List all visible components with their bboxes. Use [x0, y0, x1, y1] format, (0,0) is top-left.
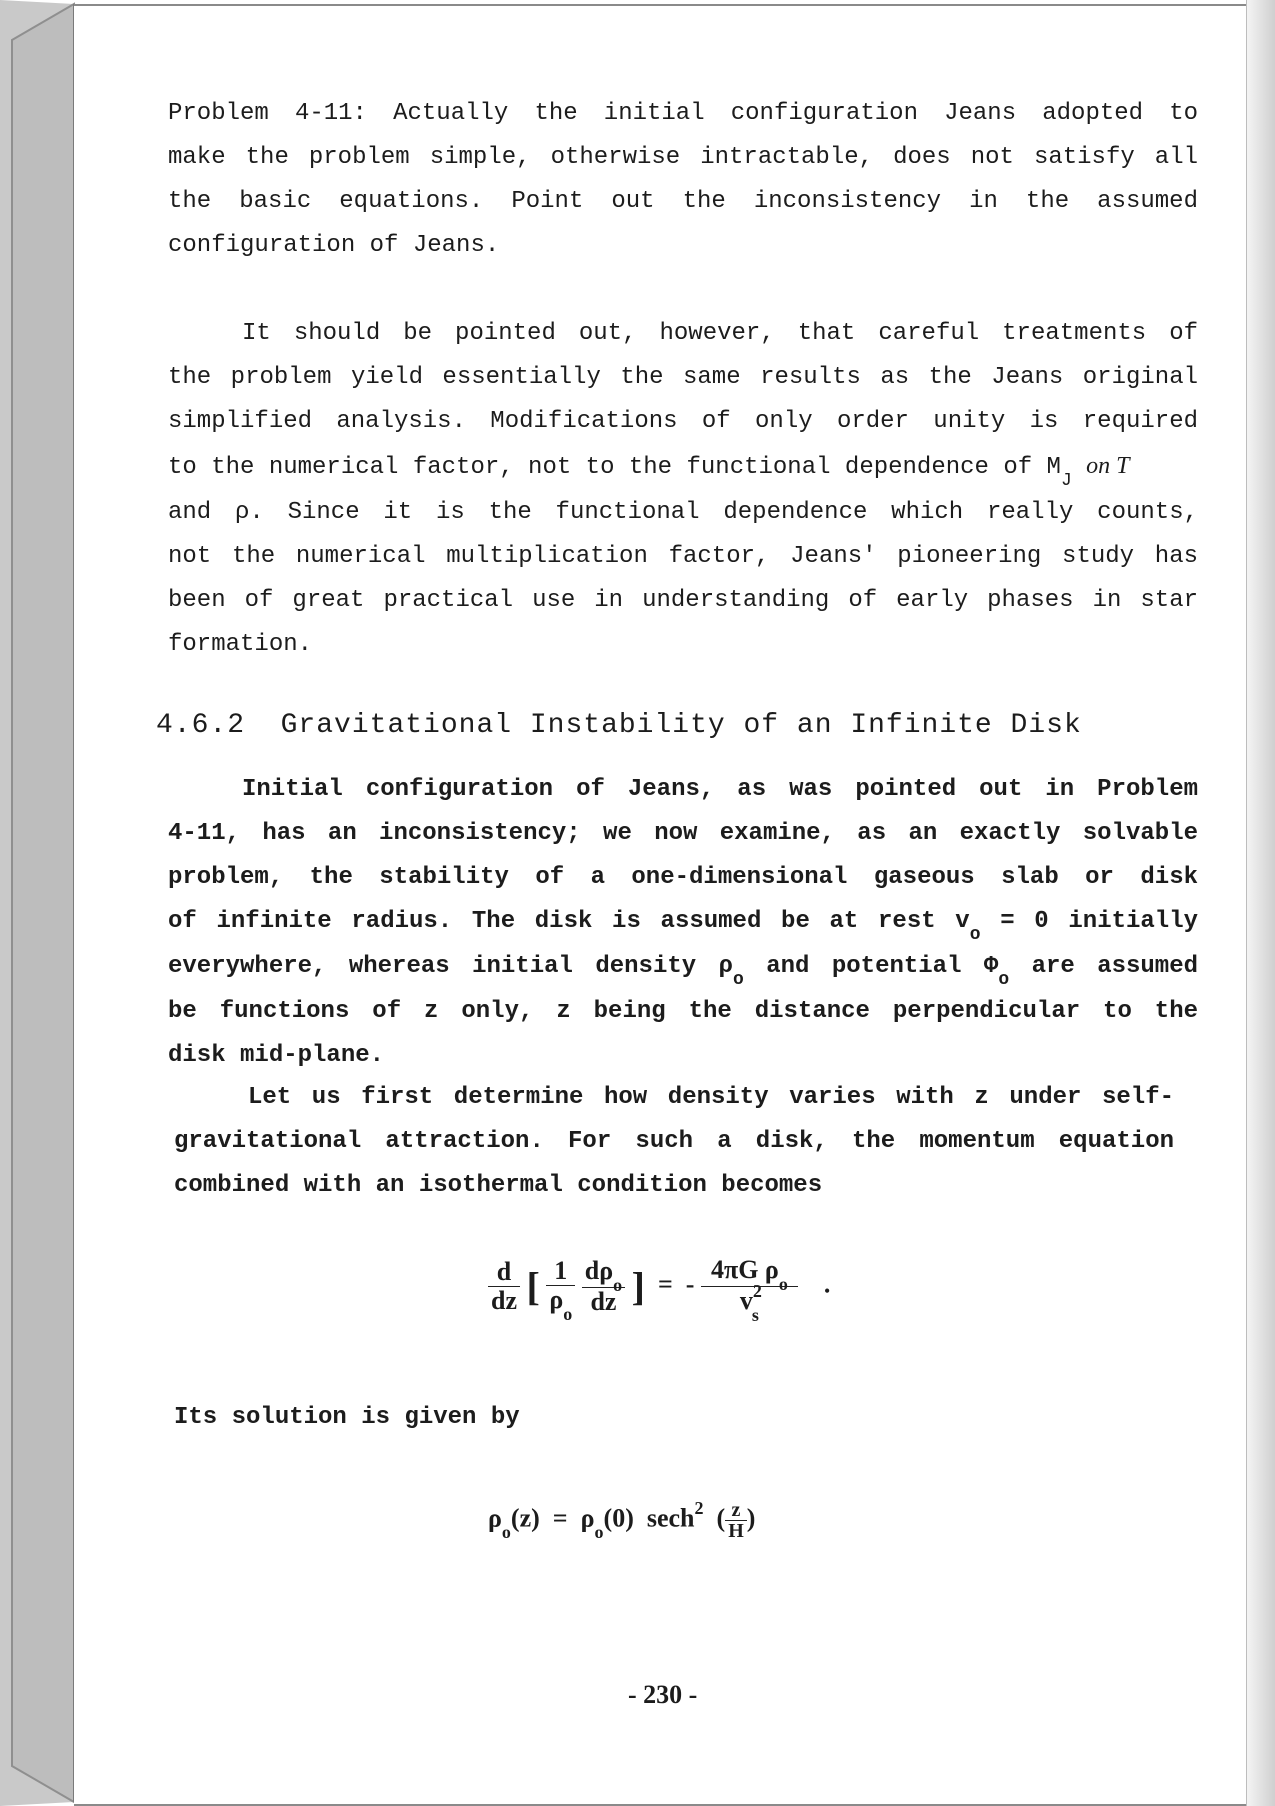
fraction-one-over-rho: $\frac{1}{\rho_o}$ — [546, 1257, 575, 1316]
text-line: Let us first determine how density varies with z under self- — [248, 1084, 1174, 1111]
text-line: Its solution is given by — [174, 1404, 520, 1431]
text-line: disk mid-plane. — [168, 1042, 385, 1069]
text-segment: of infinite radius. The disk is assumed be at rest v — [168, 908, 970, 935]
text-segment: are assumed — [1031, 953, 1199, 980]
text-segment: everywhere, whereas initial density ρ — [168, 953, 733, 980]
text-line: gravitational attraction. For such a disk, the momentum equation — [174, 1128, 1174, 1155]
fraction-z-over-h: $\frac{z}{H}$ — [725, 1500, 747, 1541]
subscript: J — [1060, 471, 1072, 491]
text-line: make the problem simple, otherwise intractable, does not satisfy all — [168, 144, 1198, 171]
subscript: o — [998, 970, 1010, 990]
density-solution-equation: $\rho_o(z) = \rho_o(0)$ sech$^2$ ( $\frac{z}{H}$ ) — [488, 1498, 756, 1543]
equals-sign: = — [657, 1269, 673, 1299]
paragraph-density-variation — [174, 1076, 1174, 1208]
text-segment: = 0 initially — [1000, 908, 1199, 935]
text-line: It should be pointed out, however, that careful treatments of — [242, 320, 1198, 347]
subscript: o — [969, 925, 981, 945]
text-line: been of great practical use in understanding of early phases in star — [168, 587, 1198, 614]
section-heading — [156, 710, 1082, 741]
paragraph-careful-treatments — [168, 312, 1198, 667]
text-line: Problem 4-11: Actually the initial configuration Jeans adopted to — [168, 100, 1198, 127]
solution-intro — [174, 1396, 1204, 1440]
page-edge — [1246, 0, 1275, 1806]
text-segment: and potential Φ — [766, 953, 999, 980]
subscript: o — [732, 970, 744, 990]
problem-4-11 — [168, 92, 1198, 268]
text-line: be functions of z only, z being the distance perpendicular to the — [168, 998, 1198, 1025]
text-line — [168, 900, 1198, 945]
text-line: and ρ. Since it is the functional dependence which really counts, — [168, 499, 1198, 526]
fraction-rhs: $\frac{4\pi G \rho_o}{v^2_s}$ — [701, 1256, 798, 1317]
text-line: problem, the stability of a one-dimensional gaseous slab or disk — [168, 864, 1198, 891]
section-title: Gravitational Instability of an Infinite Disk — [280, 710, 1082, 741]
book-spine — [0, 0, 80, 1806]
text-line: the problem yield essentially the same results as the Jeans original — [168, 364, 1198, 391]
text-line: formation. — [168, 631, 313, 658]
text-segment: on T — [1086, 453, 1130, 479]
fraction-d-dz: $\frac{d}{dz}$ — [488, 1258, 520, 1315]
text-line: simplified analysis. Modifications of only order unity is required — [168, 408, 1198, 435]
fraction-drho-dz: $\frac{d\rho_o}{dz}$ — [582, 1257, 625, 1316]
paragraph-infinite-disk — [168, 768, 1198, 1078]
text-line: Initial configuration of Jeans, as was pointed out in Problem — [242, 776, 1198, 803]
momentum-equation: $\frac{d}{dz}$ [ $\frac{1}{\rho_o}$ $\frac{d\rho_o}{dz}$ ] = - $\frac{4\pi G \rho_o}{v^2_s}$ . — [488, 1256, 830, 1317]
period: . — [823, 1269, 831, 1299]
section-number: 4.6.2 — [156, 710, 246, 741]
minus-sign: - — [685, 1269, 695, 1299]
text-line — [168, 444, 1198, 491]
text-line: configuration of Jeans. — [168, 232, 500, 259]
text-line: combined with an isothermal condition becomes — [174, 1172, 823, 1199]
text-line — [168, 945, 1198, 990]
text-line: the basic equations. Point out the inconsistency in the assumed — [168, 188, 1198, 215]
text-line: not the numerical multiplication factor, Jeans' pioneering study has — [168, 543, 1198, 570]
page-number: - 230 - — [628, 1680, 698, 1709]
text-line: 4-11, has an inconsistency; we now examine, as an exactly solvable — [168, 820, 1198, 847]
text-segment: to the numerical factor, not to the functional dependence of M — [168, 454, 1061, 481]
